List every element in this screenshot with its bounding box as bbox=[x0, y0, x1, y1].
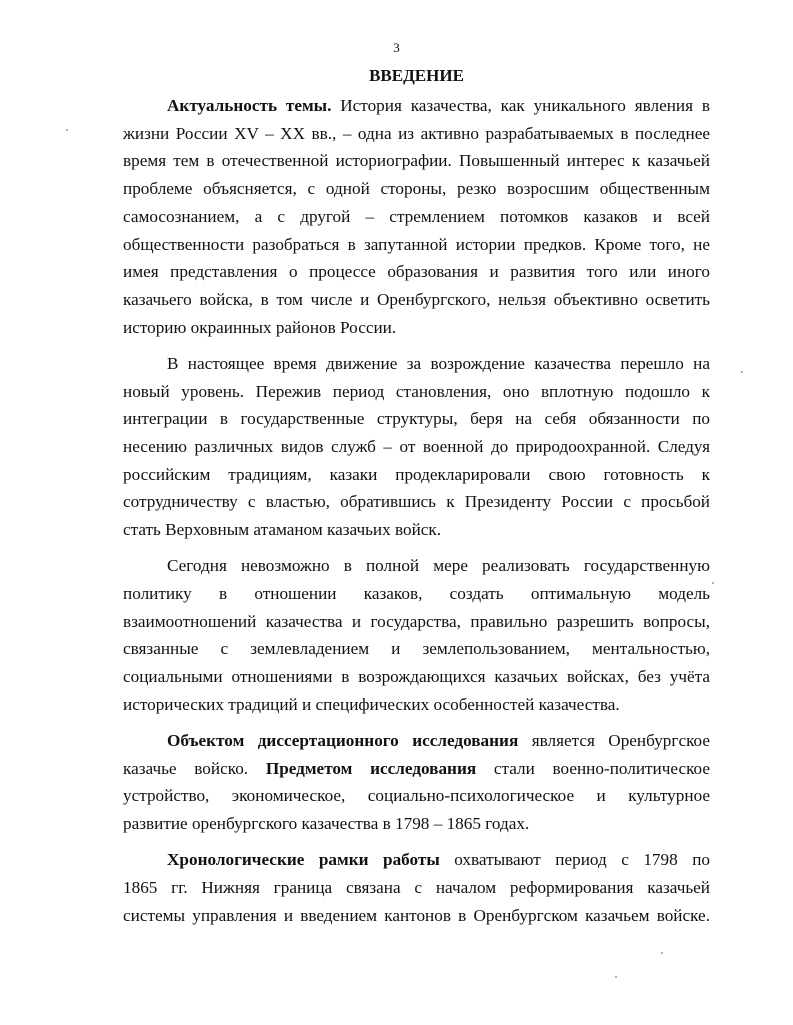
text-line: казачье войско. Предметом исследования стали военно-политическое bbox=[123, 758, 710, 778]
text-line: российским традициям, казаки продекларировали свою готовность к bbox=[123, 464, 710, 484]
text-line: взаимоотношений казачества и государства, правильно разрешить вопросы, bbox=[123, 611, 710, 631]
paragraph-relevance bbox=[123, 92, 710, 341]
scan-speck bbox=[615, 976, 617, 978]
text-line: жизни России XV – XX вв., – одна из активно разрабатываемых в последнее bbox=[123, 123, 710, 143]
text-line: сотрудничеству с властью, обратившись к Президенту России с просьбой bbox=[123, 492, 710, 512]
text-line: В настоящее время движение за возрождение казачества перешло на bbox=[167, 353, 710, 373]
text-line: интеграции в государственные структуры, беря на себя обязанности по bbox=[123, 409, 710, 429]
text-line: политику в отношении казаков, создать оптимальную модель bbox=[123, 583, 710, 603]
text-line: несению различных видов служб – от военной до природоохранной. Следуя bbox=[123, 436, 710, 456]
text-line: Хронологические рамки работы охватывают период с 1798 по bbox=[167, 850, 710, 870]
object-lead: Объектом диссертационного исследования bbox=[167, 730, 519, 750]
scan-speck bbox=[712, 582, 714, 584]
relevance-lead: Актуальность темы. bbox=[167, 96, 332, 115]
text-line: исторических традиций и специфических особенностей казачества. bbox=[123, 694, 620, 714]
text-line: имея представления о процессе образования и развития того или иного bbox=[123, 262, 710, 282]
subject-lead: Предметом исследования bbox=[265, 758, 477, 778]
paragraph-chronology bbox=[123, 846, 710, 929]
scan-speck bbox=[741, 371, 743, 373]
text-line: время тем в отечественной историографии. Повышенный интерес к казачьей bbox=[123, 151, 710, 171]
text-line: казачьего войска, в том числе и Оренбургского, нельзя объективно осветить bbox=[123, 289, 710, 309]
scan-speck bbox=[66, 129, 68, 131]
text-line: Актуальность темы. История казачества, как уникального явления в bbox=[167, 96, 710, 115]
text-line: новый уровень. Пережив период становления, оно вплотную подошло к bbox=[123, 381, 710, 401]
text-line: историю окраинных районов России. bbox=[123, 317, 397, 337]
text-line: развитие оренбургского казачества в 1798 – 1865 годах. bbox=[123, 814, 530, 834]
text-line: самосознанием, а с другой – стремлением потомков казаков и всей bbox=[123, 206, 710, 226]
page-title: ВВЕДЕНИЕ bbox=[369, 66, 464, 85]
body-text bbox=[123, 92, 710, 929]
text-line: 1865 гг. Нижняя граница связана с началом реформирования казачьей bbox=[123, 877, 710, 897]
text-line: проблеме объясняется, с одной стороны, резко возросшим общественным bbox=[123, 179, 710, 199]
text-line: общественности разобраться в запутанной истории предков. Кроме того, не bbox=[123, 234, 710, 254]
page-number: 3 bbox=[393, 40, 400, 55]
paragraph-object-subject bbox=[123, 727, 710, 838]
text-line: Сегодня невозможно в полной мере реализовать государственную bbox=[167, 556, 710, 576]
paragraph-state-policy bbox=[123, 552, 710, 718]
text-line: Объектом диссертационного исследования является Оренбургское bbox=[167, 730, 710, 750]
text-line: стать Верховным атаманом казачьих войск. bbox=[123, 520, 442, 540]
chronology-lead: Хронологические рамки работы bbox=[167, 850, 440, 870]
text-line: социальными отношениями в возрождающихся казачьих войсках, без учёта bbox=[123, 667, 710, 687]
text-line: связанные с землевладением и землепользованием, ментальностью, bbox=[123, 639, 710, 659]
scan-speck bbox=[661, 952, 663, 954]
text-line: системы управления и введением кантонов в Оренбургском казачьем войске. bbox=[123, 905, 710, 925]
text-line: устройство, экономическое, социально-психологическое и культурное bbox=[123, 786, 710, 806]
paragraph-current-movement bbox=[123, 350, 710, 544]
